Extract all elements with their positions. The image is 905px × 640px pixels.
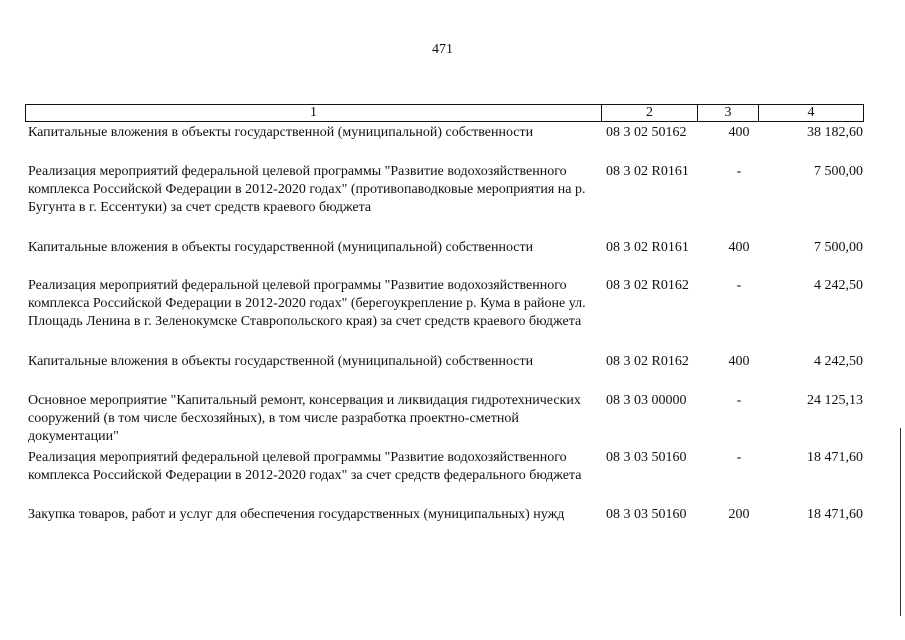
header-col-3: 3	[698, 105, 759, 121]
header-col-1: 1	[26, 105, 602, 121]
row-name: Закупка товаров, работ и услуг для обеспечения государственных (муниципальных) нужд	[28, 507, 565, 522]
row-name: Капитальные вложения в объекты государственной (муниципальной) собственности	[28, 240, 534, 255]
row-sum: 18 471,60	[807, 507, 863, 522]
row-code: 08 3 02 R0161	[606, 164, 689, 179]
row-sum: 4 242,50	[814, 278, 863, 293]
row-name: Реализация мероприятий федеральной целевой программы "Развитие водохозяйственного комплекса Российской Федерации в 2012-2020 годах" (берегоукрепление р. Кума в районе ул. Площадь Ленина в г. Зеленокумске Ставропольского края) за счет средств краевого бюджета	[28, 278, 586, 329]
row-sum: 24 125,13	[807, 393, 863, 408]
row-type: -	[736, 393, 742, 408]
row-code: 08 3 03 00000	[606, 393, 687, 408]
row-code: 08 3 02 R0161	[606, 240, 689, 255]
row-code: 08 3 03 50160	[606, 450, 687, 465]
row-type: -	[736, 450, 742, 465]
row-sum: 38 182,60	[807, 125, 863, 140]
row-type: 400	[728, 240, 750, 255]
row-sum: 7 500,00	[814, 164, 863, 179]
header-col-4: 4	[807, 105, 815, 120]
row-type: -	[736, 164, 742, 179]
row-name: Реализация мероприятий федеральной целевой программы "Развитие водохозяйственного комплекса Российской Федерации в 2012-2020 годах" за счет средств федерального бюджета	[28, 450, 582, 483]
row-code: 08 3 02 R0162	[606, 278, 689, 293]
scan-margin-line	[900, 428, 901, 616]
row-sum: 7 500,00	[814, 240, 863, 255]
row-code: 08 3 02 R0162	[606, 354, 689, 369]
row-name: Капитальные вложения в объекты государственной (муниципальной) собственности	[28, 354, 534, 369]
row-type: 200	[728, 507, 750, 522]
row-type: 400	[728, 125, 750, 140]
row-name: Основное мероприятие "Капитальный ремонт, консервация и ликвидация гидротехнических сооружений (в том числе бесхозяйных), в том числе разработка проектно-сметной документации"	[28, 393, 581, 444]
header-col-2: 2	[602, 105, 698, 121]
row-code: 08 3 03 50160	[606, 507, 687, 522]
row-type: -	[736, 278, 742, 293]
row-type: 400	[728, 354, 750, 369]
row-name: Капитальные вложения в объекты государственной (муниципальной) собственности	[28, 125, 534, 140]
row-sum: 18 471,60	[807, 450, 863, 465]
row-sum: 4 242,50	[814, 354, 863, 369]
row-name: Реализация мероприятий федеральной целевой программы "Развитие водохозяйственного комплекса Российской Федерации в 2012-2020 годах" (противопаводковые мероприятия на р. Бугунта в г. Ессентуки) за счет средств краевого бюджета	[28, 164, 586, 215]
row-code: 08 3 02 50162	[606, 125, 687, 140]
page-number: 471	[432, 42, 453, 57]
